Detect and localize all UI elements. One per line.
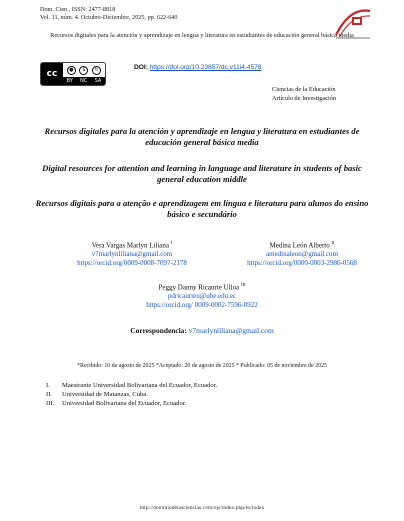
affiliation-text: Universidad de Matanzas, Cuba.: [62, 391, 148, 399]
cc-icon: cc: [41, 63, 63, 85]
nc-icon: $: [79, 66, 88, 75]
affiliation-number: III.: [46, 400, 55, 408]
section-field: Ciencias de la Educación: [272, 86, 336, 93]
affiliation-item: [46, 390, 217, 399]
affiliation-item: [46, 381, 217, 390]
sa-icon: ↻: [92, 66, 101, 75]
correspondence-label: Correspondencia:: [130, 326, 187, 335]
journal-issn: Dom. Cien., ISSN: 2477-8818: [40, 6, 116, 13]
footer-url[interactable]: http://dominiodelasciencias.com/ojs/index.php/es/index: [139, 505, 265, 511]
correspondence-email[interactable]: v7marlynliliana@gmail.com: [188, 326, 274, 335]
author-email[interactable]: pdricaurteu@ube.edu.ec: [167, 292, 237, 301]
by-label: BY: [66, 78, 73, 84]
running-title: Recursos digitales para la atención y aprendizaje en lengua y literatura en estudiantes de educación general básica media: [50, 32, 354, 39]
correspondence: [0, 326, 404, 335]
author-email[interactable]: v7marlynliliana@gmail.com: [91, 250, 173, 259]
affiliation-text: Maestrante Universidad Bolivariana del Ecuador, Ecuador.: [62, 382, 218, 389]
title-portuguese: Recursos digitais para a atenção e aprendizagem em língua e literatura para alunos do ensino básico e secundário: [35, 198, 369, 219]
sa-label: SA: [94, 78, 102, 84]
journal-volume: Vol. 11, núm. 4. Octubre-Diciembre, 2025, pp. 622-640: [40, 14, 178, 21]
title-spanish: Recursos digitales para la atención y aprendizaje en lengua y literatura en estudiantes de educación general básica media: [44, 126, 360, 147]
author-name: Vera Vargas Marlyn Liliana: [91, 241, 171, 250]
affiliation-item: [46, 399, 217, 408]
author-name: Medina León Alberto: [269, 241, 332, 250]
author-sup: II: [331, 240, 335, 245]
author-2: [222, 238, 382, 268]
author-email[interactable]: amedinaleon@gmail.com: [266, 250, 338, 259]
doi-label: DOI:: [134, 64, 148, 71]
title-english: Digital resources for attention and learning in language and literature in students of basic general education middle: [42, 163, 362, 184]
affiliation-text: Universidad Bolivariana del Ecuador, Ecuador.: [62, 400, 187, 408]
author-orcid[interactable]: https://orcid.org/0009-0008-7097-2178: [77, 259, 187, 268]
doi: [134, 64, 261, 71]
author-name: Peggy Danny Ricaurte Ulloa: [158, 283, 241, 292]
affiliation-number: I.: [46, 382, 50, 389]
submission-dates: *Recibido: 10 de agosto de 2025 *Aceptado: 20 de agosto de 2025 * Publicado: 05 de noviembre de 2025: [77, 363, 327, 369]
article-section: [272, 85, 352, 103]
affiliations: [46, 381, 217, 409]
journal-logo: [332, 5, 374, 41]
author-orcid[interactable]: https://orcid.org/ 0009-0002-7596-0922: [146, 301, 258, 310]
author-sup: III: [240, 282, 246, 287]
author-3: [132, 280, 272, 310]
author-sup: I: [170, 240, 173, 245]
section-type: Artículo de Investigación: [272, 95, 336, 102]
author-orcid[interactable]: https://orcid.org/0000-0003-2986-0568: [247, 259, 357, 268]
cc-license-badge[interactable]: [40, 62, 106, 86]
by-icon: ●: [67, 66, 76, 75]
nc-label: NC: [80, 78, 88, 84]
affiliation-number: II.: [46, 391, 53, 399]
author-1: [62, 238, 202, 268]
doi-link[interactable]: https://doi.org/10.23857/dc.v11i4.4578: [149, 64, 262, 71]
